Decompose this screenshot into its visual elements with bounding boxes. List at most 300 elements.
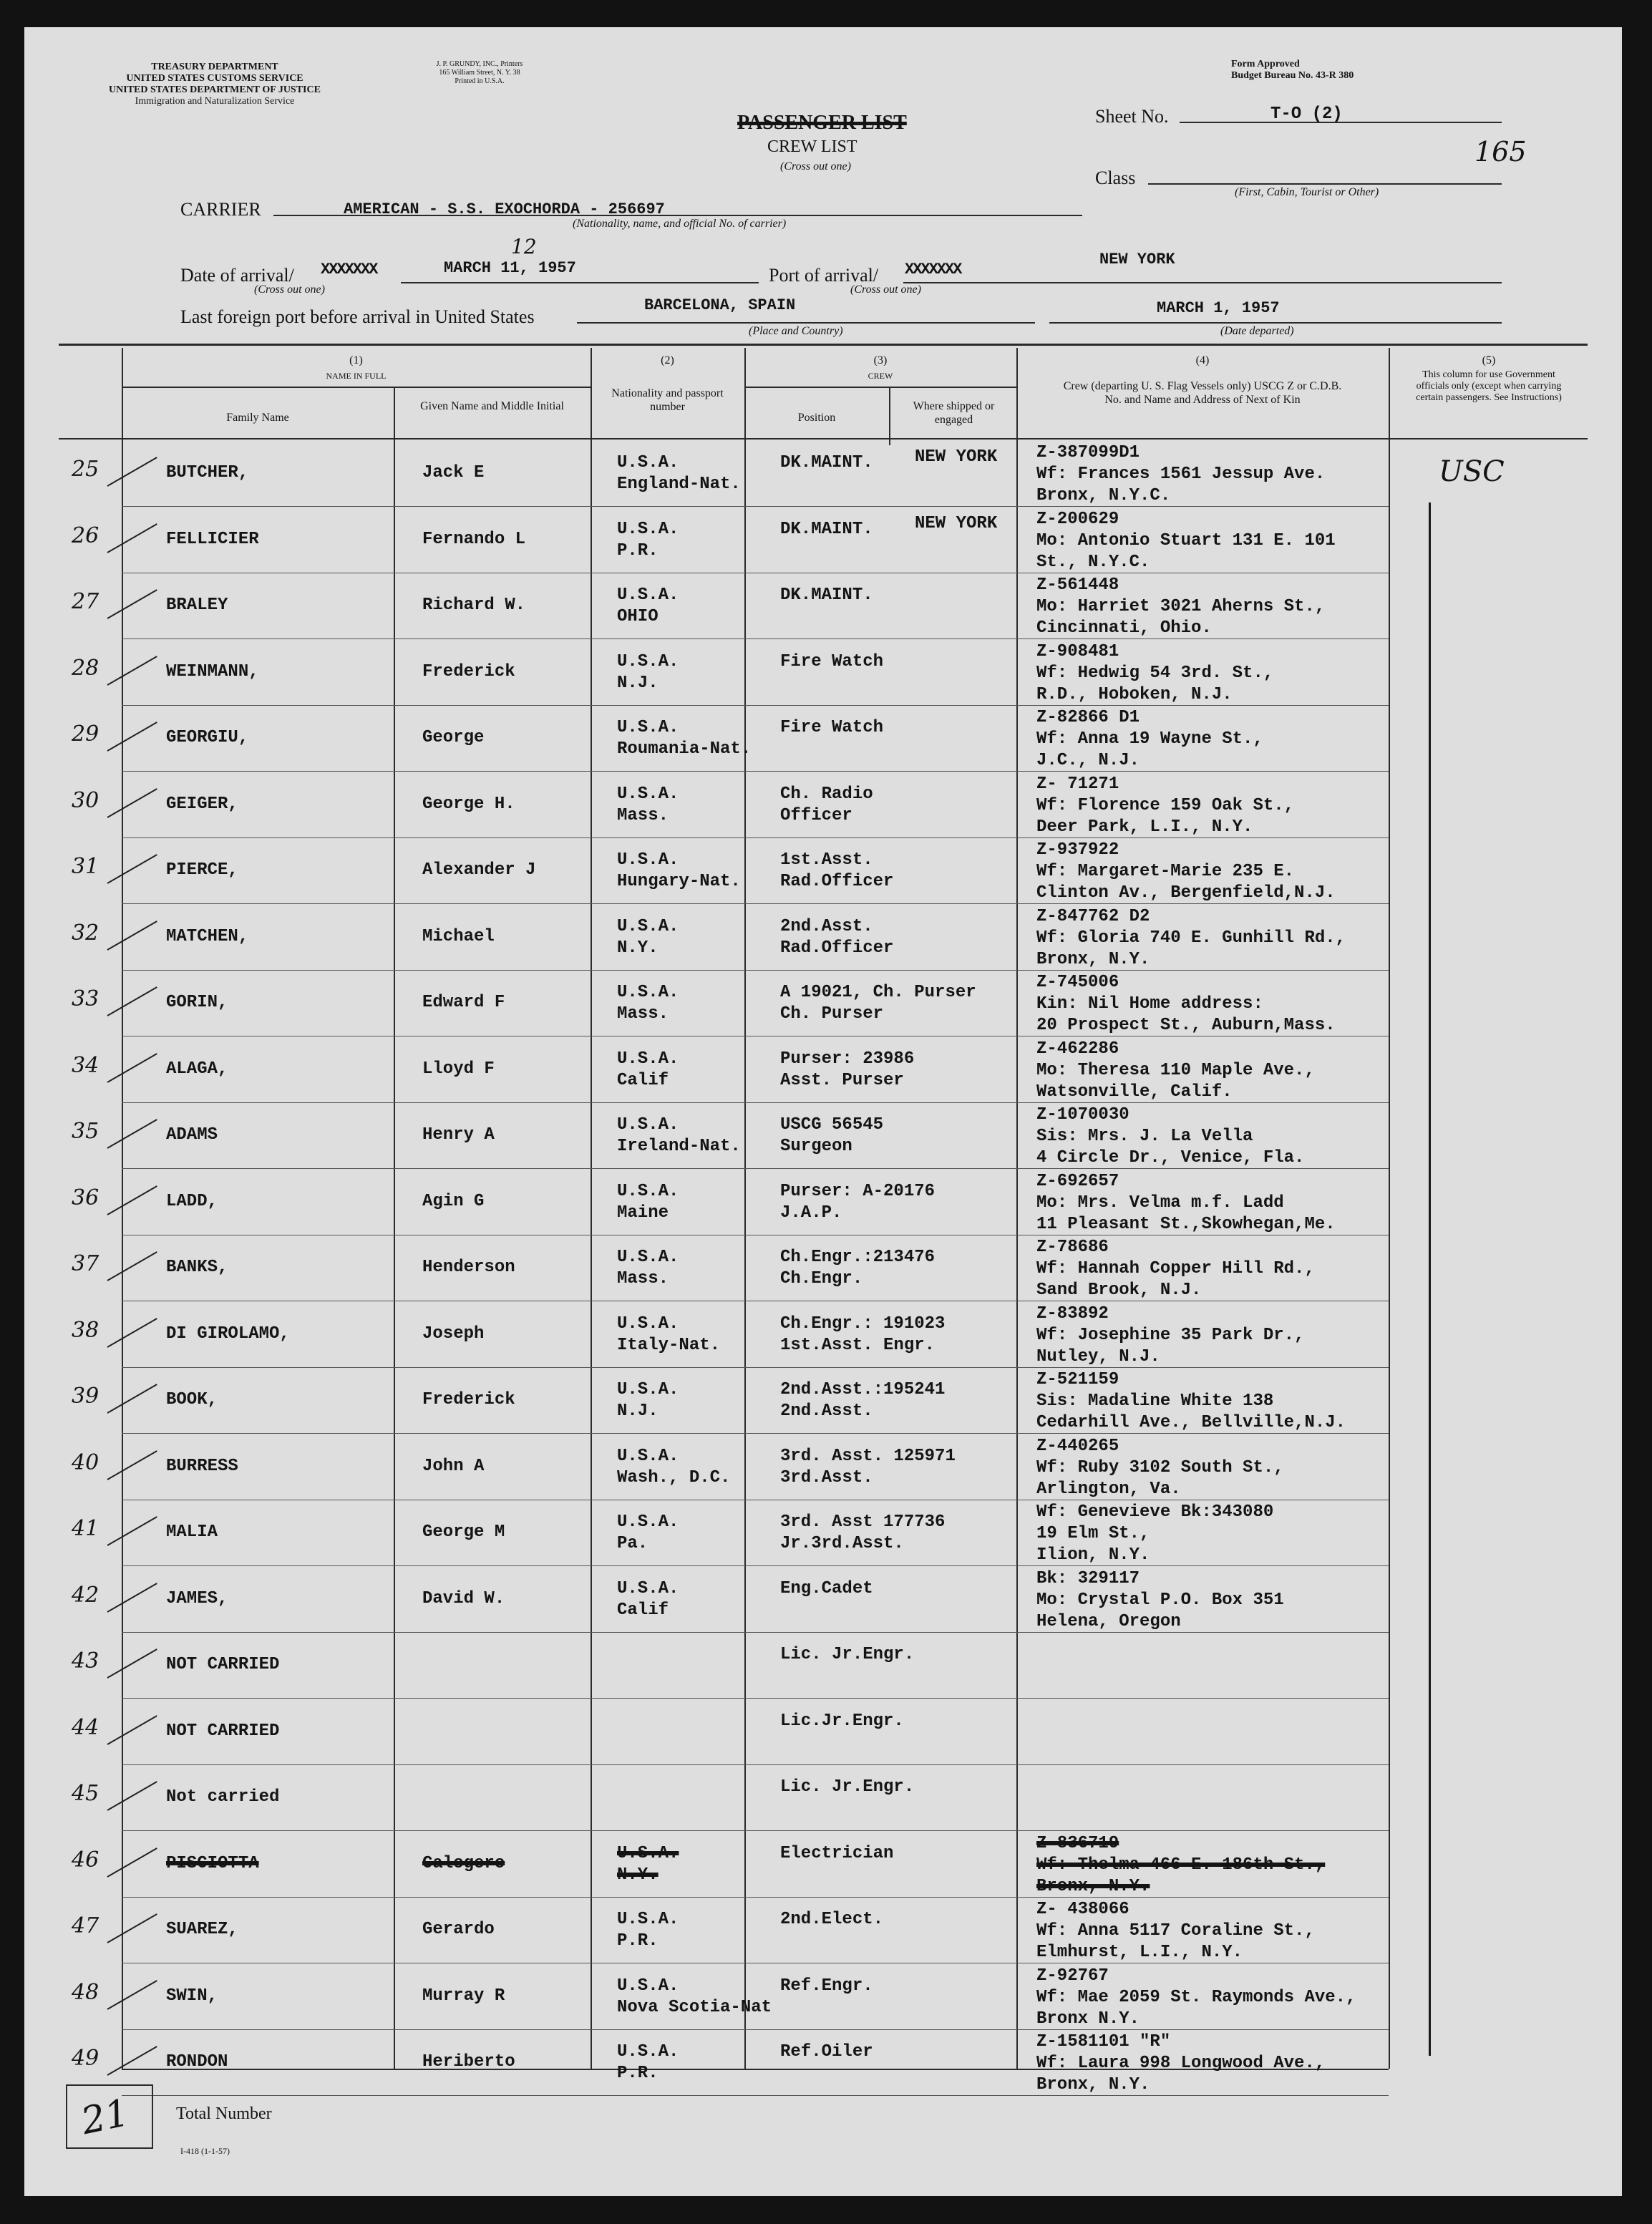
col3-shipped-head: Where shipped or engaged: [913, 400, 995, 426]
given-name: Jack E: [422, 463, 485, 482]
position: Fire Watch: [780, 718, 884, 737]
position-detail: Surgeon: [780, 1137, 852, 1156]
title-note: (Cross out one): [780, 160, 851, 173]
row-number: 43: [72, 1648, 99, 1674]
sheet-label: Sheet No.: [1095, 106, 1169, 127]
family-name: MATCHEN,: [166, 927, 249, 946]
position: 1st.Asst.: [780, 850, 873, 870]
date-departed-note: (Date departed): [1220, 325, 1294, 337]
row-rule: [122, 506, 1389, 507]
row-number: 35: [72, 1119, 99, 1144]
col-divider-3: [744, 348, 746, 2069]
kin-line-3: Bronx, N.Y.: [1036, 950, 1150, 969]
family-name: ALAGA,: [166, 1059, 228, 1079]
row-number: 31: [72, 854, 99, 879]
position: Fire Watch: [780, 652, 884, 671]
row-rule: [122, 903, 1389, 904]
kin-line-2: Wf: Florence 159 Oak St.,: [1036, 796, 1295, 815]
position: DK.MAINT.: [780, 586, 873, 605]
nationality: U.S.A.: [617, 453, 679, 472]
row-rule: [122, 1433, 1389, 1434]
col1-given-head: Given Name and Middle Initial: [420, 400, 564, 412]
given-name: Lloyd F: [422, 1059, 495, 1079]
nationality: U.S.A.: [617, 718, 679, 737]
kin-line-2: Mo: Antonio Stuart 131 E. 101: [1036, 531, 1336, 550]
kin-line-3: Elmhurst, L.I., N.Y.: [1036, 1943, 1243, 1962]
given-name: Joseph: [422, 1324, 485, 1344]
passport-note: Roumania-Nat.: [617, 739, 752, 759]
class-label: Class: [1095, 167, 1136, 188]
col1-subhead-rule: [122, 387, 591, 388]
date-arrival-note: (Cross out one): [254, 283, 325, 296]
kin-line-2: Wf: Margaret-Marie 235 E.: [1036, 862, 1295, 881]
position: Ref.Oiler: [780, 2042, 873, 2062]
kin-line-1: Z-1581101 "R": [1036, 2032, 1171, 2051]
position: Lic. Jr.Engr.: [780, 1645, 915, 1664]
kin-line-3: Clinton Av., Bergenfield,N.J.: [1036, 883, 1336, 903]
position-detail: 3rd.Asst.: [780, 1468, 873, 1487]
kin-line-2: Wf: Gloria 740 E. Gunhill Rd.,: [1036, 928, 1346, 948]
row-rule: [122, 1367, 1389, 1368]
kin-line-1: Z-937922: [1036, 840, 1119, 860]
position: Purser: A-20176: [780, 1182, 936, 1201]
sheet-value: T-O (2): [1270, 105, 1343, 124]
form-approved: Form Approved: [1231, 59, 1300, 69]
family-name: BOOK,: [166, 1390, 218, 1409]
port-arrival-line: [903, 282, 1502, 283]
family-name: FELLICIER: [166, 530, 259, 549]
nationality: U.S.A.: [617, 1049, 679, 1069]
row-number: 32: [72, 921, 99, 946]
passport-note: Mass.: [617, 1269, 669, 1288]
last-port-value: BARCELONA, SPAIN: [644, 296, 796, 314]
kin-line-2: Mo: Crystal P.O. Box 351: [1036, 1591, 1284, 1610]
row-number: 38: [72, 1318, 99, 1343]
kin-line-1: Z-83892: [1036, 1304, 1109, 1324]
given-name: Agin G: [422, 1192, 485, 1211]
position-detail: J.A.P.: [780, 1203, 842, 1223]
given-name: Calogero: [422, 1854, 505, 1873]
nationality: U.S.A.: [617, 1248, 679, 1267]
passport-note: Calif: [617, 1071, 669, 1090]
position-detail: 2nd.Asst.: [780, 1402, 873, 1421]
table-top-rule: [59, 344, 1588, 346]
kin-line-3: Cincinnati, Ohio.: [1036, 618, 1212, 638]
family-name: RONDON: [166, 2052, 228, 2072]
position-detail: Officer: [780, 806, 852, 825]
nationality: U.S.A.: [617, 917, 679, 936]
date-departed-line: [1049, 322, 1502, 324]
row-number: 48: [72, 1980, 99, 2005]
col-divider-4: [1016, 348, 1018, 2069]
kin-line-1: Z-521159: [1036, 1370, 1119, 1389]
given-name: Fernando L: [422, 530, 526, 549]
kin-line-1: Wf: Genevieve Bk:343080: [1036, 1502, 1274, 1522]
nationality: U.S.A.: [617, 1579, 679, 1598]
title-crew-list: CREW LIST: [767, 137, 857, 156]
row-rule: [122, 1897, 1389, 1898]
family-name: PISCIOTTA: [166, 1854, 259, 1873]
page-number: 165: [1474, 136, 1527, 167]
port-arrival-note: (Cross out one): [850, 283, 921, 296]
position: Eng.Cadet: [780, 1579, 873, 1598]
passport-note: Hungary-Nat.: [617, 872, 741, 891]
row-number: 36: [72, 1185, 99, 1210]
agency-line-treasury: TREASURY DEPARTMENT: [151, 62, 278, 72]
kin-line-3: Watsonville, Calif.: [1036, 1082, 1233, 1102]
total-label: Total Number: [176, 2104, 272, 2123]
date-arrival-line: [401, 282, 759, 283]
total-value: 21: [77, 2091, 133, 2144]
last-port-label: Last foreign port before arrival in United States: [180, 306, 535, 327]
nationality: U.S.A.: [617, 586, 679, 605]
date-arrival-correction: 12: [511, 235, 537, 258]
kin-line-2: Wf: Thelma 466 E. 186th St.,: [1036, 1855, 1326, 1875]
kin-line-2: Wf: Laura 998 Longwood Ave.,: [1036, 2054, 1326, 2073]
position: 2nd.Asst.:195241: [780, 1380, 946, 1399]
kin-line-2: Wf: Hedwig 54 3rd. St.,: [1036, 664, 1274, 683]
position: 3rd. Asst. 125971: [780, 1447, 956, 1466]
agency-block: [64, 62, 365, 107]
nationality: U.S.A.: [617, 983, 679, 1002]
family-name: LADD,: [166, 1192, 218, 1211]
kin-line-2: Mo: Harriet 3021 Aherns St.,: [1036, 597, 1326, 616]
given-name: Frederick: [422, 1390, 515, 1409]
position: DK.MAINT.: [780, 453, 873, 472]
kin-line-3: Deer Park, L.I., N.Y.: [1036, 817, 1253, 837]
passport-note: Mass.: [617, 806, 669, 825]
given-name: Heriberto: [422, 2052, 515, 2072]
nationality: U.S.A.: [617, 1976, 679, 1996]
col3-position-head: Position: [797, 412, 836, 424]
kin-line-3: 11 Pleasant St.,Skowhegan,Me.: [1036, 1215, 1336, 1234]
nationality: U.S.A.: [617, 652, 679, 671]
row-rule: [122, 1830, 1389, 1831]
kin-line-2: Mo: Mrs. Velma m.f. Ladd: [1036, 1193, 1284, 1213]
position: 2nd.Asst.: [780, 917, 873, 936]
position: Electrician: [780, 1844, 894, 1863]
family-name: NOT CARRIED: [166, 1655, 280, 1674]
kin-line-3: Cedarhill Ave., Bellville,N.J.: [1036, 1413, 1346, 1432]
family-name: DI GIROLAMO,: [166, 1324, 290, 1344]
passport-note: P.R.: [617, 2064, 659, 2083]
kin-line-3: Sand Brook, N.J.: [1036, 1281, 1202, 1300]
col1-family-head: Family Name: [226, 412, 289, 424]
position-detail: Rad.Officer: [780, 872, 894, 891]
family-name: GEIGER,: [166, 795, 238, 814]
column5-usc-mark: USC: [1439, 455, 1505, 488]
position-detail: 1st.Asst. Engr.: [780, 1336, 936, 1355]
nationality: U.S.A.: [617, 1910, 679, 1929]
row-number: 45: [72, 1781, 99, 1806]
shipped-at: NEW YORK: [915, 514, 998, 533]
kin-line-3: St., N.Y.C.: [1036, 553, 1150, 572]
row-rule: [122, 638, 1389, 639]
nationality: U.S.A.: [617, 785, 679, 804]
position-detail: Ch. Purser: [780, 1004, 884, 1024]
date-arrival-crossout: XXXXXXX: [321, 261, 377, 278]
given-name: Henry A: [422, 1125, 495, 1145]
col3-subhead-rule: [744, 387, 1016, 388]
kin-line-2: 19 Elm St.,: [1036, 1524, 1150, 1543]
family-name: JAMES,: [166, 1589, 228, 1608]
position: DK.MAINT.: [780, 520, 873, 539]
given-name: John A: [422, 1457, 485, 1476]
agency-line-customs: UNITED STATES CUSTOMS SERVICE: [126, 73, 303, 84]
family-name: PIERCE,: [166, 860, 238, 880]
nationality: U.S.A.: [617, 1447, 679, 1466]
carrier-value: AMERICAN - S.S. EXOCHORDA - 256697: [344, 200, 665, 218]
row-number: 27: [72, 589, 99, 614]
given-name: George: [422, 728, 485, 747]
kin-line-1: Z-836719: [1036, 1834, 1119, 1853]
kin-line-2: Mo: Theresa 110 Maple Ave.,: [1036, 1061, 1315, 1080]
kin-line-3: 4 Circle Dr., Venice, Fla.: [1036, 1148, 1305, 1167]
kin-line-1: Z-462286: [1036, 1039, 1119, 1059]
passport-note: P.R.: [617, 1931, 659, 1951]
col3-title: CREW: [868, 371, 893, 381]
row-number: 39: [72, 1384, 99, 1409]
budget-bureau: Budget Bureau No. 43-R 380: [1231, 70, 1354, 81]
row-number: 26: [72, 523, 99, 548]
nationality: U.S.A.: [617, 850, 679, 870]
kin-line-1: Z-745006: [1036, 973, 1119, 992]
class-line: [1148, 183, 1502, 185]
passport-note: Italy-Nat.: [617, 1336, 721, 1355]
col-divider-2: [591, 348, 592, 2069]
kin-line-2: Wf: Anna 5117 Coraline St.,: [1036, 1921, 1315, 1941]
col4-number: (4): [1195, 354, 1210, 366]
row-number: 37: [72, 1251, 99, 1276]
kin-line-1: Z-440265: [1036, 1437, 1119, 1456]
printer-block: [401, 60, 558, 86]
port-arrival-crossout: XXXXXXX: [905, 261, 961, 278]
given-name: Frederick: [422, 662, 515, 681]
passport-note: Mass.: [617, 1004, 669, 1024]
col-divider-shipped: [889, 387, 890, 445]
nationality: U.S.A.: [617, 1182, 679, 1201]
given-name: Richard W.: [422, 596, 526, 615]
col3-number: (3): [873, 354, 888, 366]
kin-line-1: Z-561448: [1036, 576, 1119, 595]
kin-line-2: Wf: Frances 1561 Jessup Ave.: [1036, 465, 1326, 484]
carrier-label: CARRIER: [180, 199, 261, 220]
family-name: BUTCHER,: [166, 463, 249, 482]
kin-line-2: Wf: Hannah Copper Hill Rd.,: [1036, 1259, 1315, 1278]
family-name: Not carried: [166, 1787, 280, 1807]
date-departed-value: MARCH 1, 1957: [1157, 299, 1280, 317]
position: Ref.Engr.: [780, 1976, 873, 1996]
family-name: BANKS,: [166, 1258, 228, 1277]
family-name: NOT CARRIED: [166, 1722, 280, 1741]
passport-note: Pa.: [617, 1534, 648, 1553]
position: Lic.Jr.Engr.: [780, 1711, 904, 1731]
position-detail: Jr.3rd.Asst.: [780, 1534, 904, 1553]
kin-line-1: Z-387099D1: [1036, 443, 1140, 462]
date-arrival-value: MARCH 11, 1957: [444, 259, 576, 277]
kin-line-3: Bronx N.Y.: [1036, 2009, 1140, 2029]
given-name: Murray R: [422, 1986, 505, 2006]
given-name: Michael: [422, 927, 495, 946]
kin-line-3: Bronx, N.Y.: [1036, 2075, 1150, 2094]
agency-line-justice: UNITED STATES DEPARTMENT OF JUSTICE: [109, 84, 321, 95]
kin-line-1: Z-78686: [1036, 1238, 1109, 1257]
kin-line-2: Sis: Madaline White 138: [1036, 1392, 1274, 1411]
kin-line-2: Wf: Anna 19 Wayne St.,: [1036, 729, 1263, 749]
position-detail: Ch.Engr.: [780, 1269, 863, 1288]
given-name: Alexander J: [422, 860, 536, 880]
position: Lic. Jr.Engr.: [780, 1777, 915, 1797]
kin-line-3: Arlington, Va.: [1036, 1480, 1181, 1499]
family-name: GORIN,: [166, 993, 228, 1012]
family-name: SUAREZ,: [166, 1920, 238, 1939]
kin-line-1: Z- 71271: [1036, 774, 1119, 794]
given-name: Edward F: [422, 993, 505, 1012]
passport-note: Maine: [617, 1203, 669, 1223]
col2-title: Nationality and passport number: [611, 387, 724, 413]
row-rule: [122, 1168, 1389, 1169]
kin-line-1: Z-692657: [1036, 1172, 1119, 1191]
row-rule: [122, 837, 1389, 838]
kin-line-3: J.C., N.J.: [1036, 751, 1140, 770]
column5-bracket-line: [1429, 502, 1431, 2056]
passport-note: N.J.: [617, 1402, 659, 1421]
row-number: 42: [72, 1583, 99, 1608]
row-number: 44: [72, 1715, 99, 1740]
row-number: 41: [72, 1516, 99, 1541]
kin-line-1: Z-82866 D1: [1036, 708, 1140, 727]
kin-line-2: Kin: Nil Home address:: [1036, 994, 1263, 1014]
row-rule: [122, 2029, 1389, 2030]
given-name: George H.: [422, 795, 515, 814]
col4-title: Crew (departing U. S. Flag Vessels only) USCG Z or C.D.B. No. and Name and Address of Next of Kin: [1063, 380, 1342, 406]
position: Purser: 23986: [780, 1049, 915, 1069]
kin-line-1: Z-908481: [1036, 642, 1119, 661]
row-number: 25: [72, 457, 99, 482]
position: Ch.Engr.:213476: [780, 1248, 936, 1267]
kin-line-2: Wf: Mae 2059 St. Raymonds Ave.,: [1036, 1988, 1356, 2007]
header-bottom-rule: [59, 438, 1588, 440]
row-rule: [122, 705, 1389, 706]
given-name: George M: [422, 1523, 505, 1542]
printer-line-1: J. P. GRUNDY, INC., Printers: [436, 60, 523, 68]
kin-line-3: R.D., Hoboken, N.J.: [1036, 685, 1233, 704]
last-port-line: [577, 322, 1035, 324]
passport-note: N.J.: [617, 674, 659, 693]
nationality: U.S.A.: [617, 1844, 679, 1863]
nationality: U.S.A.: [617, 1380, 679, 1399]
family-name: SWIN,: [166, 1986, 218, 2006]
position-detail: Asst. Purser: [780, 1071, 904, 1090]
kin-line-3: Bronx, N.Y.C.: [1036, 486, 1171, 505]
row-number: 28: [72, 656, 99, 681]
date-arrival-label: Date of arrival/: [180, 265, 294, 286]
kin-line-3: Bronx, N.Y.: [1036, 1877, 1150, 1896]
row-number: 33: [72, 986, 99, 1011]
last-port-note: (Place and Country): [749, 325, 843, 337]
position: A 19021, Ch. Purser: [780, 983, 976, 1002]
row-number: 34: [72, 1053, 99, 1078]
row-rule: [122, 1764, 1389, 1765]
passport-note: Wash., D.C.: [617, 1468, 731, 1487]
given-name: David W.: [422, 1589, 505, 1608]
port-arrival-value: NEW YORK: [1099, 251, 1175, 268]
shipped-at: NEW YORK: [915, 447, 998, 467]
family-name: BRALEY: [166, 596, 228, 615]
form-number: I-418 (1-1-57): [180, 2146, 230, 2156]
family-name: GEORGIU,: [166, 728, 249, 747]
position: 3rd. Asst 177736: [780, 1512, 946, 1532]
family-name: WEINMANN,: [166, 662, 259, 681]
kin-line-2: Wf: Josephine 35 Park Dr.,: [1036, 1326, 1305, 1345]
passport-note: Ireland-Nat.: [617, 1137, 741, 1156]
document-page: [24, 27, 1622, 2196]
title-passenger-list: PASSENGER LIST: [737, 112, 907, 134]
nationality: U.S.A.: [617, 1512, 679, 1532]
kin-line-1: Bk: 329117: [1036, 1569, 1140, 1588]
passport-note: P.R.: [617, 541, 659, 560]
col1-title: NAME IN FULL: [326, 371, 387, 381]
row-number: 47: [72, 1913, 99, 1938]
passport-note: OHIO: [617, 607, 659, 626]
row-rule: [122, 1102, 1389, 1103]
row-number: 46: [72, 1847, 99, 1873]
given-name: Henderson: [422, 1258, 515, 1277]
col5-title: This column for use Government officials only (except when carrying certain passengers. See Instructions): [1416, 369, 1562, 403]
nationality: U.S.A.: [617, 2042, 679, 2062]
kin-line-1: Z-92767: [1036, 1966, 1109, 1986]
printer-line-2: 165 William Street, N. Y. 38: [439, 69, 520, 77]
position: USCG 56545: [780, 1115, 884, 1135]
kin-line-2: Wf: Ruby 3102 South St.,: [1036, 1458, 1284, 1477]
passport-note: N.Y.: [617, 1865, 659, 1885]
kin-line-3: 20 Prospect St., Auburn,Mass.: [1036, 1016, 1336, 1035]
port-arrival-label: Port of arrival/: [769, 265, 879, 286]
nationality: U.S.A.: [617, 1314, 679, 1334]
row-rule: [122, 2095, 1389, 2096]
family-name: ADAMS: [166, 1125, 218, 1145]
row-number: 30: [72, 788, 99, 813]
kin-line-1: Z- 438066: [1036, 1900, 1129, 1919]
printer-line-3: Printed in U.S.A.: [455, 77, 505, 85]
col2-number: (2): [661, 354, 674, 366]
row-number: 49: [72, 2046, 99, 2071]
position: Ch.Engr.: 191023: [780, 1314, 946, 1334]
position-detail: Rad.Officer: [780, 938, 894, 958]
position: Ch. Radio: [780, 785, 873, 804]
col1-number: (1): [349, 354, 363, 366]
row-rule: [122, 1632, 1389, 1633]
row-number: 40: [72, 1450, 99, 1475]
carrier-note: (Nationality, name, and official No. of carrier): [573, 218, 787, 230]
passport-note: Nova Scotia-Nat: [617, 1998, 772, 2017]
col-divider-5: [1389, 348, 1390, 2069]
kin-line-3: Nutley, N.J.: [1036, 1347, 1160, 1366]
agency-line-ins: Immigration and Naturalization Service: [135, 96, 295, 107]
row-rule: [122, 970, 1389, 971]
kin-line-1: Z-1070030: [1036, 1105, 1129, 1125]
given-name: Gerardo: [422, 1920, 495, 1939]
kin-line-3: Helena, Oregon: [1036, 1612, 1181, 1631]
row-number: 29: [72, 722, 99, 747]
row-rule: [122, 1565, 1389, 1566]
position: 2nd.Elect.: [780, 1910, 884, 1929]
kin-line-1: Z-847762 D2: [1036, 907, 1150, 926]
family-name: BURRESS: [166, 1457, 238, 1476]
row-rule: [122, 771, 1389, 772]
passport-note: England-Nat.: [617, 475, 741, 494]
kin-line-3: Ilion, N.Y.: [1036, 1545, 1150, 1565]
